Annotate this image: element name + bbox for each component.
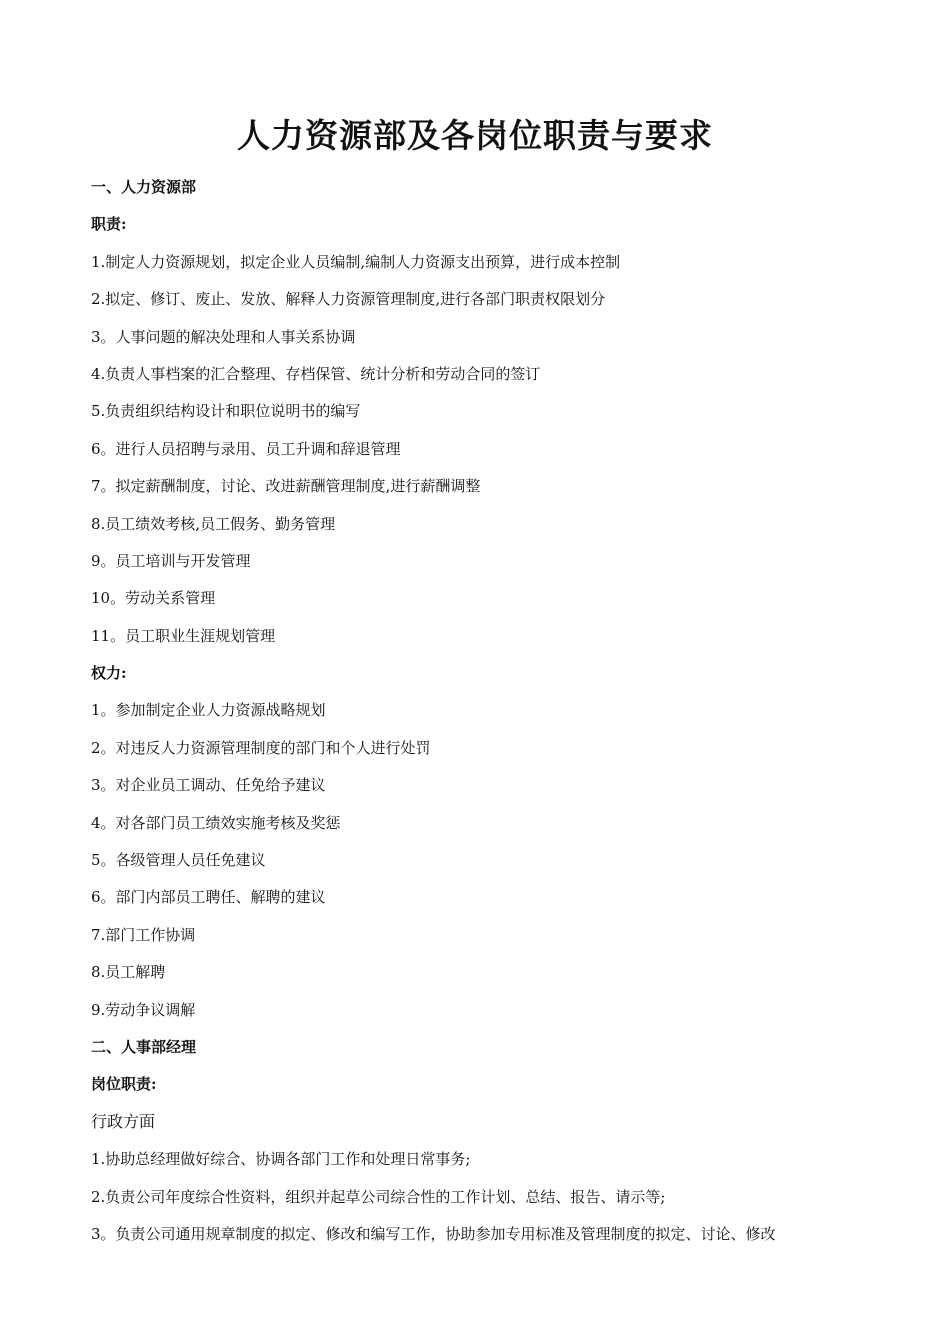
paragraph-line: 2.负责公司年度综合性资料，组织并起草公司综合性的工作计划、总结、报告、请示等;	[91, 1187, 666, 1206]
paragraph-line: 6。进行人员招聘与录用、员工升调和辞退管理	[91, 439, 401, 458]
paragraph-line: 4。对各部门员工绩效实施考核及奖惩	[91, 813, 341, 832]
paragraph-line: 4.负责人事档案的汇合整理、存档保管、统计分析和劳动合同的签订	[91, 364, 541, 383]
paragraph-line: 5.负责组织结构设计和职位说明书的编写	[91, 402, 361, 421]
paragraph-line: 7.部门工作协调	[91, 925, 196, 944]
section-heading: 岗位职责:	[91, 1075, 157, 1094]
paragraph-line: 3。人事问题的解决处理和人事关系协调	[91, 327, 356, 346]
paragraph-line: 1.协助总经理做好综合、协调各部门工作和处理日常事务;	[91, 1150, 471, 1169]
paragraph-line: 8.员工绩效考核,员工假务、勤务管理	[91, 514, 336, 533]
paragraph-line: 2。对违反人力资源管理制度的部门和个人进行处罚	[91, 738, 431, 757]
document-title: 人力资源部及各岗位职责与要求	[237, 116, 713, 155]
paragraph-line: 3。对企业员工调动、任免给予建议	[91, 776, 326, 795]
section-heading: 职责:	[91, 215, 127, 234]
paragraph-line: 2.拟定、修订、废止、发放、解释人力资源管理制度,进行各部门职责权限划分	[91, 290, 606, 309]
paragraph-line: 5。各级管理人员任免建议	[91, 851, 266, 870]
paragraph-line: 行政方面	[91, 1111, 156, 1131]
section-heading: 一、人力资源部	[91, 178, 197, 196]
section-heading: 权力:	[91, 664, 127, 683]
paragraph-line: 9.劳动争议调解	[91, 1000, 196, 1019]
paragraph-line: 6。部门内部员工聘任、解聘的建议	[91, 888, 326, 907]
document-body	[91, 172, 891, 1256]
paragraph-line: 10。劳动关系管理	[91, 589, 216, 608]
paragraph-line: 1。参加制定企业人力资源战略规划	[91, 701, 326, 720]
paragraph-line: 8.员工解聘	[91, 963, 166, 982]
section-heading: 二、人事部经理	[91, 1037, 197, 1056]
paragraph-line: 3。负责公司通用规章制度的拟定、修改和编写工作，协助参加专用标准及管理制度的拟定、讨论、修改	[91, 1224, 776, 1243]
paragraph-line: 7。拟定薪酬制度，讨论、改进薪酬管理制度,进行薪酬调整	[91, 477, 481, 496]
paragraph-line: 1.制定人力资源规划，拟定企业人员编制,编制人力资源支出预算，进行成本控制	[91, 252, 621, 271]
paragraph-line: 9。员工培训与开发管理	[91, 551, 251, 570]
paragraph-line: 11。员工职业生涯规划管理	[91, 626, 276, 645]
